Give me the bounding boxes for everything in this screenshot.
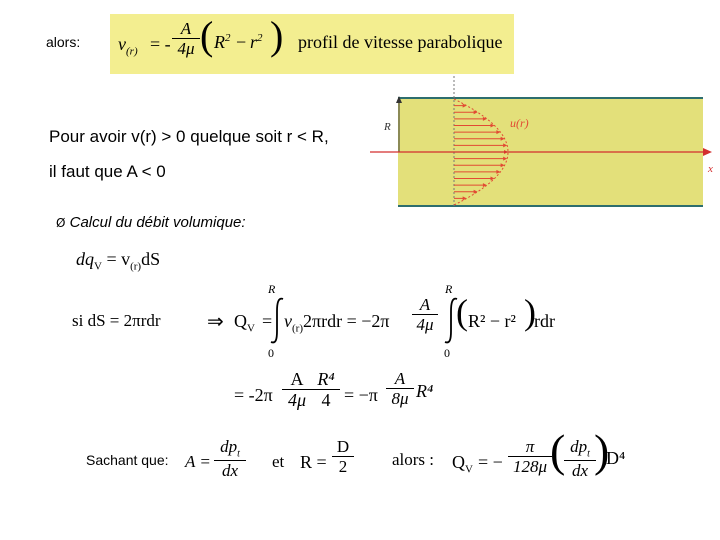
eq2-prefix: si dS = 2πrdr	[72, 311, 161, 330]
eq3-fraction-1: $\frac{A}{4\mu}$	[282, 370, 312, 411]
eq4-alors: alors :	[392, 450, 435, 469]
eq4-tail: D⁴	[606, 448, 626, 468]
formula-eq-sign: = -	[150, 34, 171, 54]
eq2-paren-open: (	[456, 292, 468, 332]
implies-icon: ⇒	[207, 311, 224, 333]
eq4-A-eq: A =	[185, 452, 211, 471]
eq4-fraction-pi: $\frac{\pi}{128\mu}$	[508, 438, 552, 477]
formula-caption: profil de vitesse parabolique	[298, 32, 503, 52]
eq2-paren-close: )	[524, 292, 536, 332]
eq3-fraction-2: $\frac{\text{R⁴}}{4}$	[312, 370, 340, 411]
formula-minus: −	[236, 32, 247, 52]
eq4-et: et	[272, 452, 285, 471]
eq4-paren-open: (	[550, 425, 566, 476]
eq2-integrand: $v_{(r)}2\pi rdr = -2\pi$	[284, 311, 390, 335]
label-R: R	[384, 121, 391, 133]
intro-label: alors:	[46, 34, 81, 50]
formula-paren-open: (	[200, 13, 214, 58]
eq2-equals: =	[262, 311, 273, 331]
integral-2-lower: 0	[444, 346, 450, 360]
eq2-fraction: $\frac{A}{4\mu}$	[412, 296, 438, 335]
x-axis-arrowhead	[703, 148, 712, 156]
formula-box	[110, 14, 514, 74]
eq4-fraction-D-2: $\frac{D}{2}$	[332, 438, 354, 477]
eq3-fraction-3: $\frac{A}{8\mu}$	[386, 370, 414, 409]
eq4-label: Sachant que:	[86, 452, 169, 468]
eq3-part2: = −π	[344, 385, 378, 405]
eq2-paren-body: R² − r²	[468, 311, 516, 331]
label-x: x	[708, 163, 713, 175]
eq4-Q: $Q_V$	[452, 452, 473, 476]
velocity-profile-diagram	[370, 72, 720, 222]
eq4-fraction-dp-dx: $dp_t$ dx	[214, 438, 246, 481]
eq3-part1: = -2π	[234, 385, 273, 405]
formula-paren-close: )	[270, 13, 284, 58]
section-title: Calcul du débit volumique:	[69, 214, 246, 231]
section-heading	[56, 214, 246, 231]
eq4-equals: = −	[478, 452, 503, 472]
eq-dqv: $dq_V = v_{(r)}dS$	[76, 249, 161, 273]
condition-line-1: Pour avoir v(r) > 0 quelque soit r < R,	[49, 127, 329, 146]
label-u: u(r)	[510, 116, 529, 130]
formula-fraction: $\frac{A}{4\mu}$	[172, 20, 200, 59]
eq3-tail: R⁴	[416, 381, 434, 401]
eq4-paren-close: )	[594, 425, 610, 476]
formula-R-term: $R^2$	[214, 32, 231, 52]
integral-2-upper: R	[445, 282, 453, 296]
formula-r-term: $r^2$	[250, 32, 263, 52]
formula-lhs: $v_{(r)}$	[118, 34, 138, 58]
condition-line-2: il faut que A < 0	[49, 162, 166, 181]
eq2-tail: rdr	[534, 311, 555, 331]
eq4-fraction-dp-dx-2: $dp_t$ dx	[564, 438, 596, 481]
eq2-Q: $Q_V$	[234, 311, 255, 335]
integral-1-upper: R	[268, 282, 276, 296]
eq4-R-eq: R =	[300, 452, 327, 472]
bullet-arrow-icon: Ø	[56, 216, 66, 230]
integral-1-lower: 0	[268, 346, 274, 360]
